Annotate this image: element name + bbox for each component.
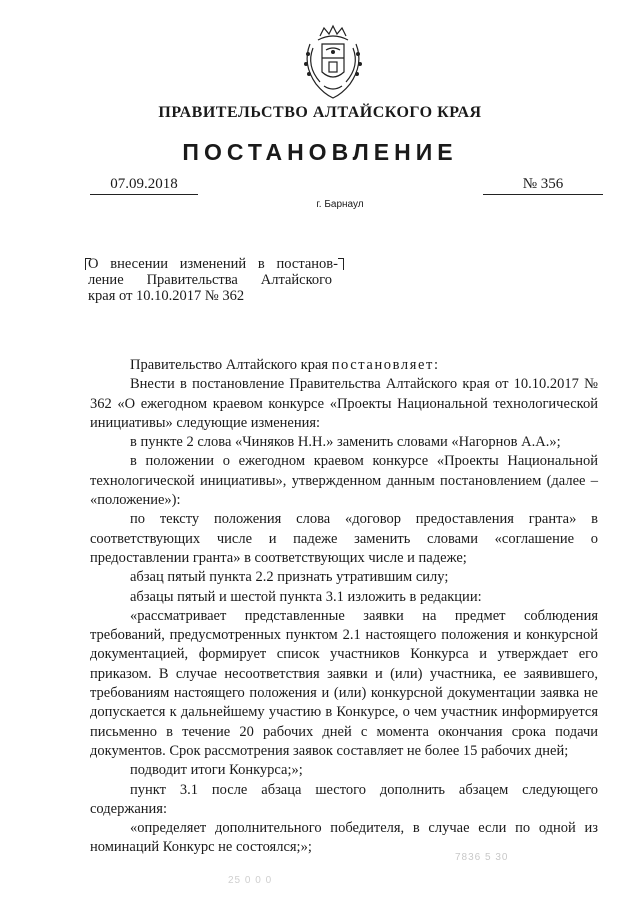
body-paragraph: абзац пятый пункта 2.2 признать утратившим силу; [130, 569, 449, 586]
preamble-paragraph: Правительство Алтайского края постановляет: [130, 357, 440, 373]
body-paragraph: в пункте 2 слова «Чиняков Н.Н.» заменить словами «Нагорнов А.А.»; [130, 434, 561, 451]
issue-city: г. Барнаул [316, 199, 364, 210]
body-paragraph: подводит итоги Конкурса;»; [130, 762, 303, 779]
document-body [90, 356, 598, 858]
body-paragraph: «рассматривает представленные заявки на предмет соблюдения требований, предусмотренных пунктом 2.1 настоящего положения и конкурсной документацией, формирует список участников Конкурса и утверждает его приказом. В случае несоответствия заявки и (или) участника, ее заявившего, требованиям настоящего положения и (или) конкурсной документации заявка не допускается к дальнейшему участию в Конкурсе, о чем участник информируется письменно в течение 20 рабочих дней с момента окончания срока подачи документов. Срок рассмотрения заявок составляет не более 15 рабочих дней; [90, 607, 598, 759]
subject-bracket-right [338, 258, 344, 270]
subject-line-1: О внесении изменений в постанов- [88, 256, 338, 272]
document-number: № 356 [483, 176, 603, 195]
faint-stamp-mark: 25 0 0 0 [228, 875, 273, 886]
body-paragraph: Внести в постановление Правительства Алтайского края от 10.10.2017 № 362 «О ежегодном краевом конкурсе «Проекты Национальной технологической инициативы» следующие изменения: [90, 376, 598, 431]
document-subject [88, 256, 338, 304]
body-paragraph: абзацы пятый и шестой пункта 3.1 изложить в редакции: [130, 588, 482, 605]
faint-stamp-mark: 7836 5 30 [455, 852, 509, 863]
subject-line-3: края от 10.10.2017 № 362 [88, 288, 245, 304]
government-name: ПРАВИТЕЛЬСТВО АЛТАЙСКОГО КРАЯ [158, 104, 482, 121]
body-paragraph: «определяет дополнительного победителя, в случае если по одной из номинаций Конкурс не состоялся;»; [90, 820, 598, 856]
subject-line-2: ление Правительства Алтайского [88, 272, 332, 288]
document-date: 07.09.2018 [90, 176, 198, 195]
document-type-title: ПОСТАНОВЛЕНИЕ [182, 139, 458, 165]
subject-bracket-left [85, 258, 91, 270]
coat-of-arms-icon [298, 24, 368, 102]
body-paragraph: в положении о ежегодном краевом конкурсе «Проекты Национальной технологической инициативы», утвержденном данным постановлением (далее – «положение»): [90, 453, 598, 509]
body-paragraph: по тексту положения слова «договор предоставления гранта» в соответствующих числе и падеже заменить словами «соглашение о предоставлении гранта» в соответствующих числе и падеже; [90, 511, 598, 566]
body-paragraph: пункт 3.1 после абзаца шестого дополнить абзацем следующего содержания: [90, 781, 598, 817]
